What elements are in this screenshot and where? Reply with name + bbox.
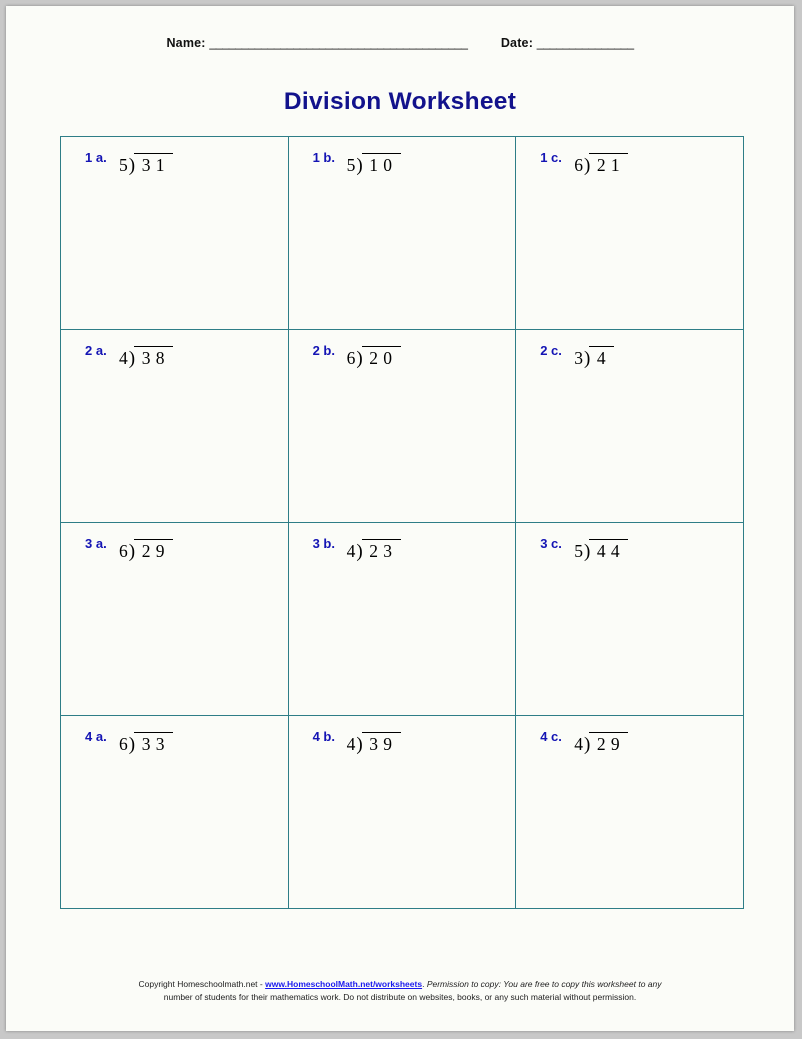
division-bracket-icon: )	[128, 348, 136, 369]
dividend: 3 9	[362, 732, 401, 755]
long-division-expression	[574, 539, 628, 562]
name-date-row	[6, 36, 794, 50]
problem-label: 3 c.	[540, 536, 562, 551]
footer-line-2: number of students for their mathematics work. Do not distribute on websites, books, or any such material without permission.	[163, 991, 637, 1002]
problem-cell-1b	[288, 137, 516, 330]
problem-label: 1 a.	[85, 150, 107, 165]
problem-cell-2a	[61, 330, 289, 523]
problem-cell-3a	[61, 523, 289, 716]
division-bracket-icon: )	[583, 348, 591, 369]
long-division-expression	[347, 732, 401, 755]
divisor: 6	[119, 541, 128, 561]
division-bracket-icon: )	[356, 155, 363, 176]
problem-label: 1 c.	[540, 150, 562, 165]
division-bracket-icon: )	[583, 155, 591, 176]
divisor: 4	[574, 734, 583, 754]
problem-label: 2 a.	[85, 343, 107, 358]
date-label: Date:	[500, 36, 534, 50]
dividend: 2 9	[589, 732, 628, 755]
dividend: 3 8	[134, 346, 173, 369]
table-row	[61, 330, 744, 523]
homeschoolmath-link[interactable]: www.HomeschoolMath.net/worksheets	[265, 979, 423, 990]
permission-label: Permission to copy:	[426, 979, 501, 990]
long-division-expression	[347, 539, 401, 562]
problem-cell-2b	[288, 330, 516, 523]
problem-label: 4 c.	[540, 729, 562, 744]
problem-cell-1c	[516, 137, 744, 330]
date-blank-line: _______________	[536, 36, 634, 50]
problem-label: 2 c.	[540, 343, 562, 358]
dividend: 1 0	[362, 153, 401, 176]
divisor: 5	[346, 155, 356, 175]
problem-cell-2c	[516, 330, 744, 523]
footer-period: .	[422, 979, 425, 990]
long-division-expression	[347, 346, 401, 369]
footer	[6, 978, 794, 1003]
division-bracket-icon: )	[356, 734, 363, 755]
division-bracket-icon: )	[356, 541, 363, 562]
dividend: 2 0	[362, 346, 401, 369]
divisor: 6	[119, 734, 128, 754]
table-row	[61, 137, 744, 330]
problem-cell-4b	[288, 716, 516, 909]
problem-cell-4c	[516, 716, 744, 909]
dividend: 4 4	[589, 539, 628, 562]
problems-grid	[60, 136, 744, 909]
problem-cell-4a	[61, 716, 289, 909]
divisor: 4	[346, 541, 356, 561]
divisor: 5	[119, 155, 128, 175]
long-division-expression	[574, 346, 614, 369]
permission-text: You are free to copy this worksheet to any	[501, 979, 662, 990]
long-division-expression	[574, 153, 628, 176]
long-division-expression	[119, 346, 173, 369]
division-bracket-icon: )	[128, 541, 136, 562]
long-division-expression	[119, 732, 173, 755]
worksheet-page	[6, 6, 794, 1031]
dividend: 2 1	[589, 153, 628, 176]
page-title: Division Worksheet	[283, 88, 517, 115]
divisor: 5	[574, 541, 583, 561]
problem-label: 4 a.	[85, 729, 107, 744]
problem-label: 1 b.	[312, 150, 335, 165]
long-division-expression	[347, 153, 401, 176]
division-bracket-icon: )	[128, 734, 136, 755]
name-blank-line: ________________________________________	[209, 36, 468, 50]
dividend: 3 1	[134, 153, 173, 176]
problem-label: 3 b.	[312, 536, 335, 551]
dividend: 3 3	[134, 732, 173, 755]
table-row	[61, 523, 744, 716]
dividend: 2 3	[362, 539, 401, 562]
problem-label: 4 b.	[312, 729, 335, 744]
copyright-text: Copyright Homeschoolmath.net -	[138, 979, 266, 990]
long-division-expression	[119, 153, 173, 176]
division-bracket-icon: )	[583, 734, 591, 755]
divisor: 6	[346, 348, 356, 368]
division-bracket-icon: )	[128, 155, 136, 176]
problem-cell-3c	[516, 523, 744, 716]
divisor: 4	[119, 348, 128, 368]
division-bracket-icon: )	[583, 541, 591, 562]
problem-cell-3b	[288, 523, 516, 716]
divisor: 4	[346, 734, 356, 754]
problem-label: 2 b.	[312, 343, 335, 358]
long-division-expression	[574, 732, 628, 755]
divisor: 6	[574, 155, 583, 175]
footer-line-1	[6, 978, 794, 990]
name-label: Name:	[166, 36, 206, 50]
dividend: 2 9	[134, 539, 173, 562]
dividend: 4	[589, 346, 614, 369]
problem-cell-1a	[61, 137, 289, 330]
table-row	[61, 716, 744, 909]
division-bracket-icon: )	[356, 348, 363, 369]
problem-label: 3 a.	[85, 536, 107, 551]
long-division-expression	[119, 539, 173, 562]
divisor: 3	[574, 348, 583, 368]
